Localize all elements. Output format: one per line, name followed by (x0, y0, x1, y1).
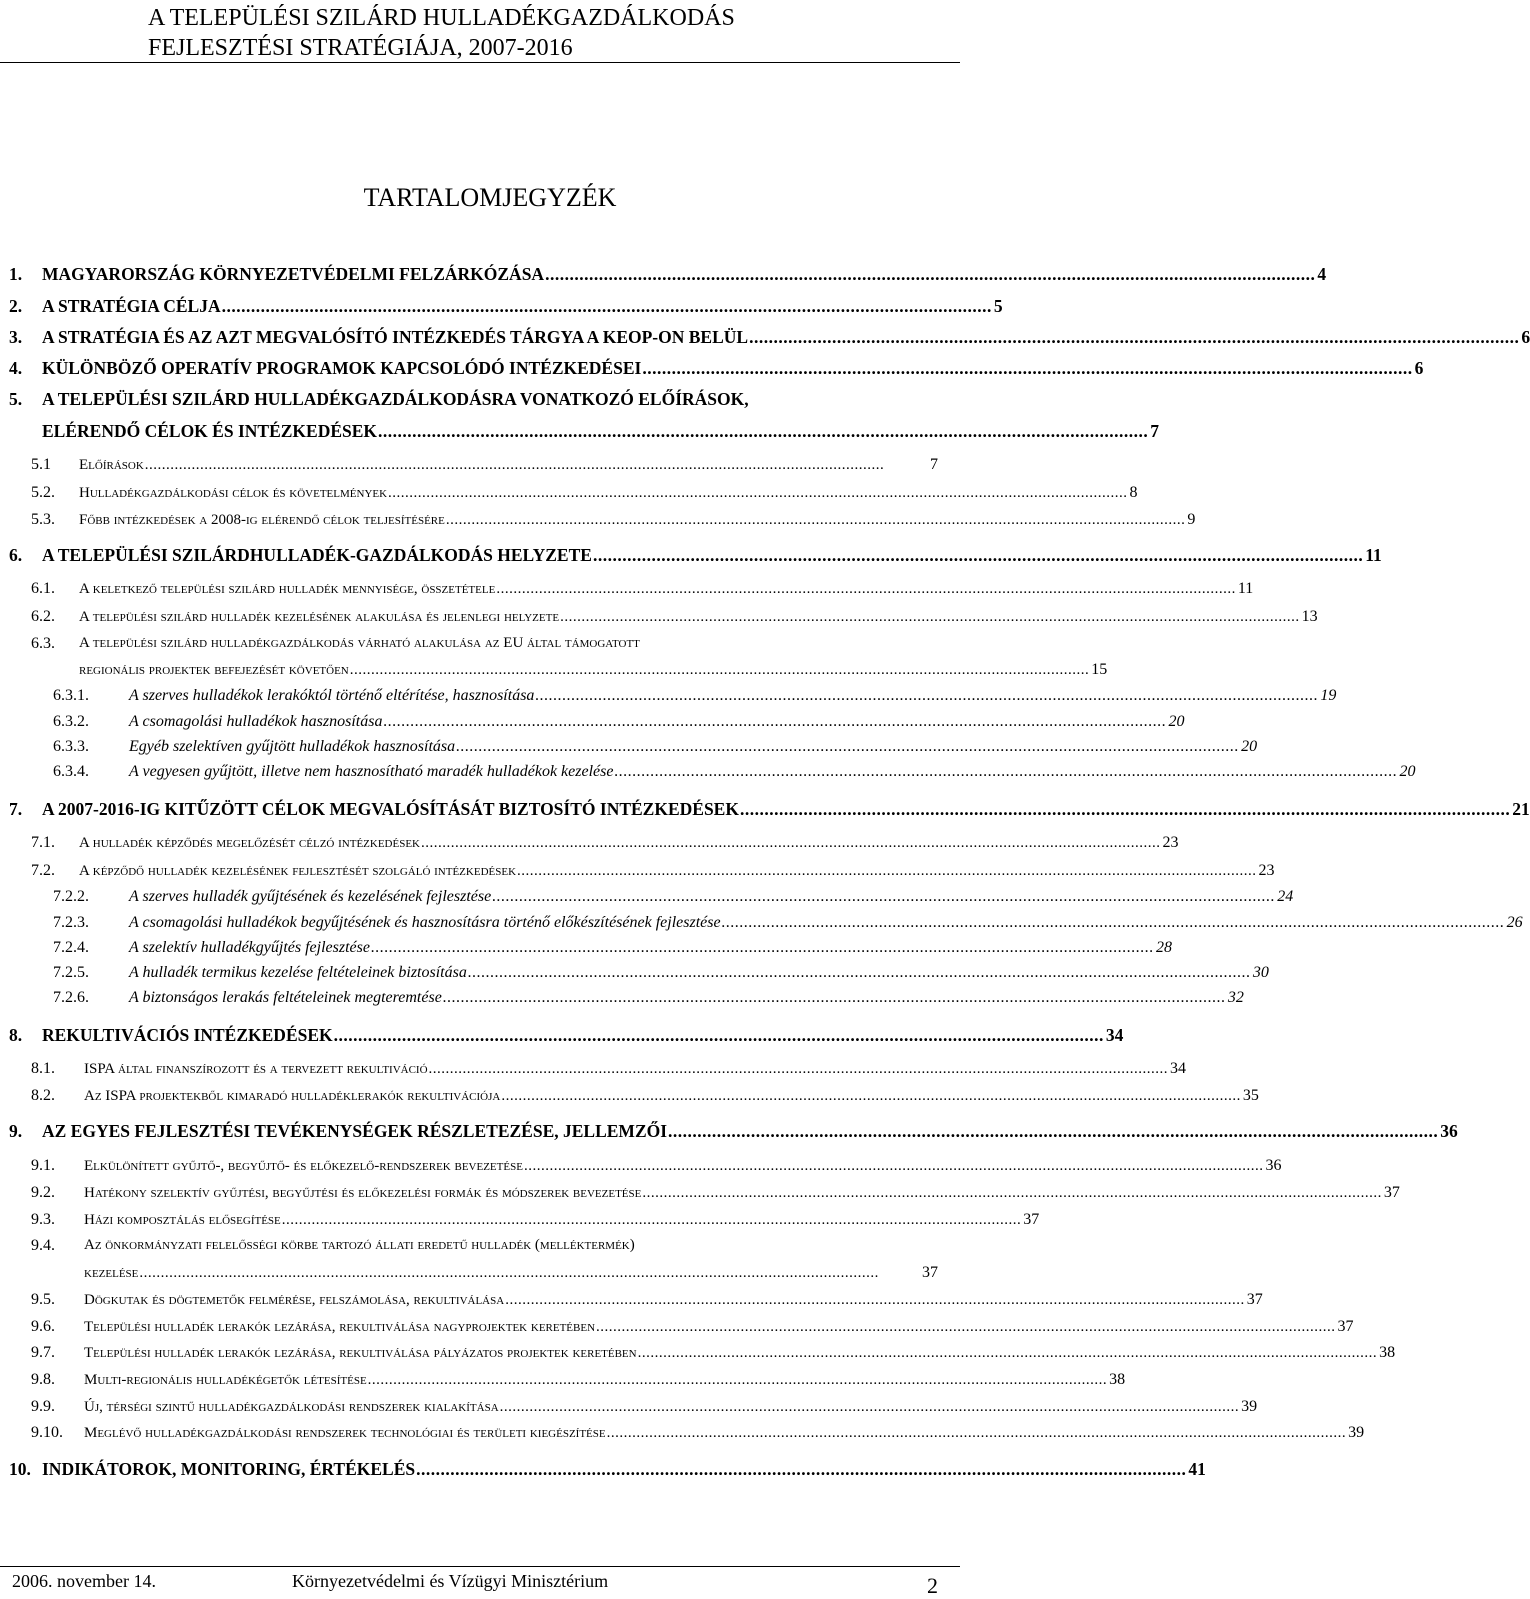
entry-page: 4 (1317, 264, 1327, 284)
entry-text: A képződő hulladék kezelésének fejlesztését szolgáló intézkedések (79, 863, 517, 879)
toc-entry-8[interactable]: 8. REKULTIVÁCIÓS INTÉZKEDÉSEK .............................................................................................................................................................. 34 (9, 1025, 1124, 1045)
entry-number: 6.1. (31, 580, 55, 597)
entry-text: Házi komposztálás elősegítése (84, 1212, 281, 1228)
entry-text: A STRATÉGIA ÉS AZ AZT MEGVALÓSÍTÓ INTÉZKEDÉS TÁRGYA A KEOP-ON BELÜL (42, 327, 749, 347)
entry-text: A hulladék képződés megelőzését célzó intézkedések (79, 835, 420, 851)
header-title-line-2: FEJLESZTÉSI STRATÉGIÁJA, 2007-2016 (148, 35, 573, 61)
entry-text: regionális projektek befejezését követően (79, 662, 349, 678)
entry-page: 41 (1188, 1459, 1206, 1479)
entry-number: 5. (9, 389, 23, 409)
entry-text: Hatékony szelektív gyűjtési, begyűjtési és előkezelési formák és módszerek bevezetése (84, 1185, 642, 1201)
entry-text: A csomagolási hulladékok begyűjtésének és hasznosításra történő előkészítésének fejlesztése (129, 914, 721, 931)
toc-entry-5-line-1[interactable] (0, 389, 960, 411)
entry-page: 37 (922, 1264, 938, 1281)
entry-number: 6.3. (31, 635, 55, 652)
entry-text: Települési hulladék lerakók lezárása, rekultiválása pályázatos projektek keretében (84, 1345, 637, 1361)
entry-page: 39 (1348, 1424, 1365, 1441)
entry-number: 9.4. (31, 1237, 55, 1254)
entry-page: 23 (1258, 862, 1275, 879)
entry-text: Meglévő hulladékgazdálkodási rendszerek technológiai és területi kiegészítése (84, 1425, 606, 1441)
toc-entry-6-3-1[interactable]: 6.3.1. A szerves hulladékok lerakóktól történő eltérítése, hasznosítása .............................................................................................................................................................................. 19 (53, 687, 1337, 704)
entry-text: A szerves hulladékok lerakóktól történő eltérítése, hasznosítása (129, 687, 535, 704)
entry-text: A szerves hulladék gyűjtésének és kezelésének fejlesztése (129, 888, 492, 905)
toc-entry-9-7[interactable]: 9.7. Települési hulladék lerakók lezárása, rekultiválása pályázatos projektek keretében .............................................................................................................................................................................. 38 (31, 1344, 1396, 1361)
entry-page: 34 (1170, 1060, 1187, 1077)
toc-entry-6-2[interactable]: 6.2. A települési szilárd hulladék kezelésének alakulása és jelenlegi helyzete .............................................................................................................................................................................. 13 (31, 608, 1318, 625)
entry-text: kezelése (84, 1265, 139, 1281)
toc-entry-7-2-6[interactable]: 7.2.6. A biztonságos lerakás feltételeinek megteremtése .............................................................................................................................................................................. 32 (53, 989, 1244, 1006)
entry-page: 35 (1242, 1087, 1259, 1104)
entry-text: A települési szilárd hulladék kezelésének alakulása és jelenlegi helyzete (79, 609, 560, 625)
toc-entry-2[interactable]: 2. A STRATÉGIA CÉLJA .............................................................................................................................................................. 5 (9, 296, 1003, 316)
toc-entry-7-1[interactable]: 7.1. A hulladék képződés megelőzését célzó intézkedések .............................................................................................................................................................................. 23 (31, 834, 1179, 851)
page-footer (0, 1566, 960, 1598)
entry-text: REKULTIVÁCIÓS INTÉZKEDÉSEK (42, 1025, 333, 1045)
toc-entry-7-2-3[interactable]: 7.2.3. A csomagolási hulladékok begyűjtésének és hasznosításra történő előkészítésének fejlesztése .............................................................................................................................................................................. 26 (53, 914, 1523, 931)
toc-entry-9-3[interactable]: 9.3. Házi komposztálás elősegítése .............................................................................................................................................................................. 37 (31, 1211, 1040, 1228)
entry-text: INDIKÁTOROK, MONITORING, ÉRTÉKELÉS (42, 1459, 416, 1479)
entry-text-line-1: A települési szilárd hulladékgazdálkodás várható alakulása az EU által támogatott (79, 635, 640, 651)
toc-entry-1[interactable]: 1. MAGYARORSZÁG KÖRNYEZETVÉDELMI FELZÁRKÓZÁSA .............................................................................................................................................................. 4 (9, 264, 1327, 284)
entry-page: 11 (1237, 580, 1254, 597)
toc-entry-5-3[interactable]: 5.3. Főbb intézkedések a 2008-ig elérendő célok teljesítésére .............................................................................................................................................................................. 9 (31, 511, 1196, 528)
entry-number: 10. (9, 1459, 31, 1479)
entry-page: 20 (1241, 738, 1258, 755)
entry-page: 23 (1162, 834, 1179, 851)
toc-entry-6-3-3[interactable]: 6.3.3. Egyéb szelektíven gyűjtött hulladékok hasznosítása .............................................................................................................................................................................. 20 (53, 738, 1258, 755)
entry-text: ELÉRENDŐ CÉLOK ÉS INTÉZKEDÉSEK (42, 421, 378, 441)
entry-number: 9.2. (31, 1184, 55, 1201)
entry-text: Új, térségi szintű hulladékgazdálkodási rendszerek kialakítása (84, 1399, 499, 1415)
entry-page: 30 (1252, 964, 1269, 981)
entry-page: 38 (1379, 1344, 1396, 1361)
entry-number: 9.7. (31, 1344, 55, 1361)
entry-text: Előírások (79, 457, 144, 473)
entry-text: AZ EGYES FEJLESZTÉSI TEVÉKENYSÉGEK RÉSZLETEZÉSE, JELLEMZŐI (42, 1121, 668, 1141)
entry-text: A vegyesen gyűjtött, illetve nem hasznosítható maradék hulladékok kezelése (129, 763, 614, 780)
entry-number: 9.1. (31, 1157, 55, 1174)
toc-entry-9-6[interactable]: 9.6. Települési hulladék lerakók lezárása, rekultiválása nagyprojektek keretében .............................................................................................................................................................................. 37 (31, 1318, 1354, 1335)
entry-page: 5 (993, 296, 1003, 316)
toc-entry-9-2[interactable]: 9.2. Hatékony szelektív gyűjtési, begyűjtési és előkezelési formák és módszerek bevezetése .............................................................................................................................................................................. 37 (31, 1184, 1400, 1201)
toc-entry-7-2-5[interactable]: 7.2.5. A hulladék termikus kezelése feltételeinek biztosítása .............................................................................................................................................................................. 30 (53, 964, 1269, 981)
entry-number: 9.3. (31, 1211, 55, 1228)
entry-text: Települési hulladék lerakók lezárása, rekultiválása nagyprojektek keretében (84, 1319, 596, 1335)
toc-entry-6[interactable]: 6. A TELEPÜLÉSI SZILÁRDHULLADÉK-GAZDÁLKODÁS HELYZETE .............................................................................................................................................................. 11 (9, 545, 1382, 565)
entry-page: 36 (1440, 1121, 1458, 1141)
entry-page: 36 (1265, 1157, 1282, 1174)
entry-number: 9. (9, 1121, 23, 1141)
entry-page: 20 (1399, 763, 1416, 780)
entry-page: 32 (1227, 989, 1244, 1006)
entry-page: 37 (1383, 1184, 1400, 1201)
toc-entry-9-4-line-1[interactable] (0, 1237, 960, 1259)
entry-page: 37 (1337, 1318, 1354, 1335)
toc-entry-6-3-line-1[interactable] (0, 635, 960, 657)
entry-number: 7.2.6. (53, 989, 89, 1006)
entry-number: 5.1 (31, 456, 51, 473)
entry-number: 5.3. (31, 511, 55, 528)
entry-text: A STRATÉGIA CÉLJA (42, 296, 221, 316)
toc-entry-7[interactable]: 7. A 2007-2016-IG KITŰZÖTT CÉLOK MEGVALÓSÍTÁSÁT BIZTOSÍTÓ INTÉZKEDÉSEK .............................................................................................................................................................. 21 (9, 799, 1530, 819)
entry-page: 28 (1155, 939, 1172, 956)
toc-entry-3[interactable]: 3. A STRATÉGIA ÉS AZ AZT MEGVALÓSÍTÓ INTÉZKEDÉS TÁRGYA A KEOP-ON BELÜL .............................................................................................................................................................. 6 (9, 327, 1530, 347)
entry-page: 9 (1187, 511, 1196, 528)
entry-page: 21 (1512, 799, 1530, 819)
toc-entry-9-10[interactable]: 9.10. Meglévő hulladékgazdálkodási rendszerek technológiai és területi kiegészítése .............................................................................................................................................................................. 39 (31, 1424, 1365, 1441)
entry-text: ISPA által finanszírozott és a tervezett rekultiváció (84, 1061, 428, 1077)
entry-text: A keletkező települési szilárd hulladék mennyisége, összetétele (79, 581, 496, 597)
entry-page: 19 (1320, 687, 1337, 704)
entry-number: 8. (9, 1025, 23, 1045)
toc-entry-4[interactable]: 4. KÜLÖNBÖZŐ OPERATÍV PROGRAMOK KAPCSOLÓDÓ INTÉZKEDÉSEI .............................................................................................................................................................. 6 (9, 358, 1424, 378)
entry-number: 6.3.3. (53, 738, 89, 755)
toc-entry-9-4[interactable]: kezelése .............................................................................................................................................................................. 37 (84, 1264, 938, 1281)
entry-text: Főbb intézkedések a 2008-ig elérendő célok teljesítésére (79, 512, 445, 528)
entry-number: 7.2.3. (53, 914, 89, 931)
toc-entry-7-2-4[interactable]: 7.2.4. A szelektív hulladékgyűjtés fejlesztése .............................................................................................................................................................................. 28 (53, 939, 1172, 956)
entry-number: 9.8. (31, 1371, 55, 1388)
entry-number: 8.1. (31, 1060, 55, 1077)
entry-text: Hulladékgazdálkodási célok és követelmények (79, 485, 388, 501)
toc-entry-5-1[interactable]: 5.1 Előírások .............................................................................................................................................................................. 7 (31, 456, 938, 473)
entry-text: Multi-regionális hulladékégetők létesítése (84, 1372, 367, 1388)
entry-number: 6.3.2. (53, 713, 89, 730)
entry-page: 11 (1365, 545, 1382, 565)
entry-page: 20 (1168, 713, 1185, 730)
entry-text: A biztonságos lerakás feltételeinek megteremtése (129, 989, 442, 1006)
entry-page: 7 (930, 456, 938, 473)
toc-entry-5-2[interactable]: 5.2. Hulladékgazdálkodási célok és követelmények .............................................................................................................................................................................. 8 (31, 484, 1138, 501)
entry-page: 39 (1241, 1398, 1258, 1415)
entry-text: Az ISPA projektekből kimaradó hulladéklerakók rekultivációja (84, 1088, 501, 1104)
entry-number: 2. (9, 296, 23, 316)
toc-entry-10[interactable]: 10. INDIKÁTOROK, MONITORING, ÉRTÉKELÉS .............................................................................................................................................................. 41 (9, 1459, 1206, 1479)
entry-page: 7 (1150, 421, 1160, 441)
entry-number: 7.2.4. (53, 939, 89, 956)
entry-number: 4. (9, 358, 23, 378)
entry-number: 3. (9, 327, 23, 347)
toc-entry-8-1[interactable]: 8.1. ISPA által finanszírozott és a tervezett rekultiváció .............................................................................................................................................................................. 34 (31, 1060, 1187, 1077)
entry-page: 6 (1521, 327, 1530, 347)
toc-entry-9[interactable]: 9. AZ EGYES FEJLESZTÉSI TEVÉKENYSÉGEK RÉSZLETEZÉSE, JELLEMZŐI .............................................................................................................................................................. 36 (9, 1121, 1458, 1141)
footer-date: 2006. november 14. (12, 1571, 156, 1591)
toc-entry-7-2[interactable]: 7.2. A képződő hulladék kezelésének fejlesztését szolgáló intézkedések .............................................................................................................................................................................. 23 (31, 862, 1275, 879)
entry-number: 8.2. (31, 1087, 55, 1104)
entry-number: 9.5. (31, 1291, 55, 1308)
header-title-line-1: A TELEPÜLÉSI SZILÁRD HULLADÉKGAZDÁLKODÁS (148, 5, 735, 31)
toc-title: TARTALOMJEGYZÉK (363, 183, 617, 212)
entry-text: Dögkutak és dögtemetők felmérése, felszámolása, rekultiválása (84, 1292, 505, 1308)
entry-number: 7.2.2. (53, 888, 89, 905)
entry-number: 7.2. (31, 862, 55, 879)
entry-page: 6 (1414, 358, 1424, 378)
entry-number: 7.2.5. (53, 964, 89, 981)
entry-page: 24 (1277, 888, 1294, 905)
footer-organization: Környezetvédelmi és Vízügyi Minisztérium (292, 1571, 609, 1591)
entry-text: A hulladék termikus kezelése feltételeinek biztosítása (129, 964, 467, 981)
entry-page: 15 (1091, 661, 1108, 678)
entry-text: A csomagolási hulladékok hasznosítása (129, 713, 383, 730)
toc-entry-9-5[interactable]: 9.5. Dögkutak és dögtemetők felmérése, felszámolása, rekultiválása .............................................................................................................................................................................. 37 (31, 1291, 1263, 1308)
entry-number: 9.10. (31, 1424, 63, 1441)
toc-entry-9-8[interactable]: 9.8. Multi-regionális hulladékégetők létesítése .............................................................................................................................................................................. 38 (31, 1371, 1126, 1388)
entry-text: A szelektív hulladékgyűjtés fejlesztése (129, 939, 370, 956)
entry-page: 26 (1506, 914, 1523, 931)
entry-page: 38 (1109, 1371, 1126, 1388)
toc-entry-8-2[interactable]: 8.2. Az ISPA projektekből kimaradó hulladéklerakók rekultivációja .............................................................................................................................................................................. 35 (31, 1087, 1259, 1104)
entry-page: 34 (1105, 1025, 1124, 1045)
entry-number: 1. (9, 264, 23, 284)
toc-entry-6-3-2[interactable]: 6.3.2. A csomagolási hulladékok hasznosítása .............................................................................................................................................................................. 20 (53, 713, 1185, 730)
entry-page: 8 (1129, 484, 1138, 501)
entry-number: 6.2. (31, 608, 55, 625)
entry-text: MAGYARORSZÁG KÖRNYEZETVÉDELMI FELZÁRKÓZÁSA (42, 264, 545, 284)
entry-number: 6. (9, 545, 23, 565)
entry-number: 9.6. (31, 1318, 55, 1335)
entry-page: 37 (1246, 1291, 1263, 1308)
entry-text: Egyéb szelektíven gyűjtött hulladékok hasznosítása (129, 738, 456, 755)
entry-text: A TELEPÜLÉSI SZILÁRDHULLADÉK-GAZDÁLKODÁS HELYZETE (42, 545, 592, 565)
toc-entry-9-1[interactable]: 9.1. Elkülönített gyűjtő-, begyűjtő- és előkezelő-rendszerek bevezetése .............................................................................................................................................................................. 36 (31, 1157, 1282, 1174)
page-header (0, 0, 960, 63)
entry-number: 7.1. (31, 834, 55, 851)
entry-number: 6.3.4. (53, 763, 89, 780)
toc-entry-5[interactable]: ELÉRENDŐ CÉLOK ÉS INTÉZKEDÉSEK .............................................................................................................................................................. 7 (42, 421, 1160, 441)
entry-number: 7. (9, 799, 23, 819)
toc-entry-9-9[interactable]: 9.9. Új, térségi szintű hulladékgazdálkodási rendszerek kialakítása .............................................................................................................................................................................. 39 (31, 1398, 1258, 1415)
toc-entry-6-3-4[interactable]: 6.3.4. A vegyesen gyűjtött, illetve nem hasznosítható maradék hulladékok kezelése .............................................................................................................................................................................. 20 (53, 763, 1416, 780)
entry-number: 6.3.1. (53, 687, 89, 704)
toc-entry-6-1[interactable]: 6.1. A keletkező települési szilárd hulladék mennyisége, összetétele .............................................................................................................................................................................. 11 (31, 580, 1254, 597)
entry-number: 9.9. (31, 1398, 55, 1415)
entry-text: Elkülönített gyűjtő-, begyűjtő- és előkezelő-rendszerek bevezetése (84, 1158, 523, 1174)
entry-text-line-1: A TELEPÜLÉSI SZILÁRD HULLADÉKGAZDÁLKODÁSRA VONATKOZÓ ELŐÍRÁSOK, (42, 389, 749, 409)
entry-text-line-1: Az önkormányzati felelősségi körbe tartozó állati eredetű hulladék (melléktermék) (84, 1237, 635, 1253)
footer-page-number: 2 (927, 1573, 938, 1598)
toc-entry-7-2-2[interactable]: 7.2.2. A szerves hulladék gyűjtésének és kezelésének fejlesztése .............................................................................................................................................................................. 24 (53, 888, 1294, 905)
entry-page: 37 (1023, 1211, 1040, 1228)
entry-text: A 2007-2016-IG KITŰZÖTT CÉLOK MEGVALÓSÍTÁSÁT BIZTOSÍTÓ INTÉZKEDÉSEK (42, 799, 739, 819)
toc-entry-6-3[interactable]: regionális projektek befejezését követően .............................................................................................................................................................................. 15 (79, 661, 1108, 678)
entry-text: KÜLÖNBÖZŐ OPERATÍV PROGRAMOK KAPCSOLÓDÓ INTÉZKEDÉSEI (42, 358, 642, 378)
entry-number: 5.2. (31, 484, 55, 501)
entry-page: 13 (1301, 608, 1318, 625)
